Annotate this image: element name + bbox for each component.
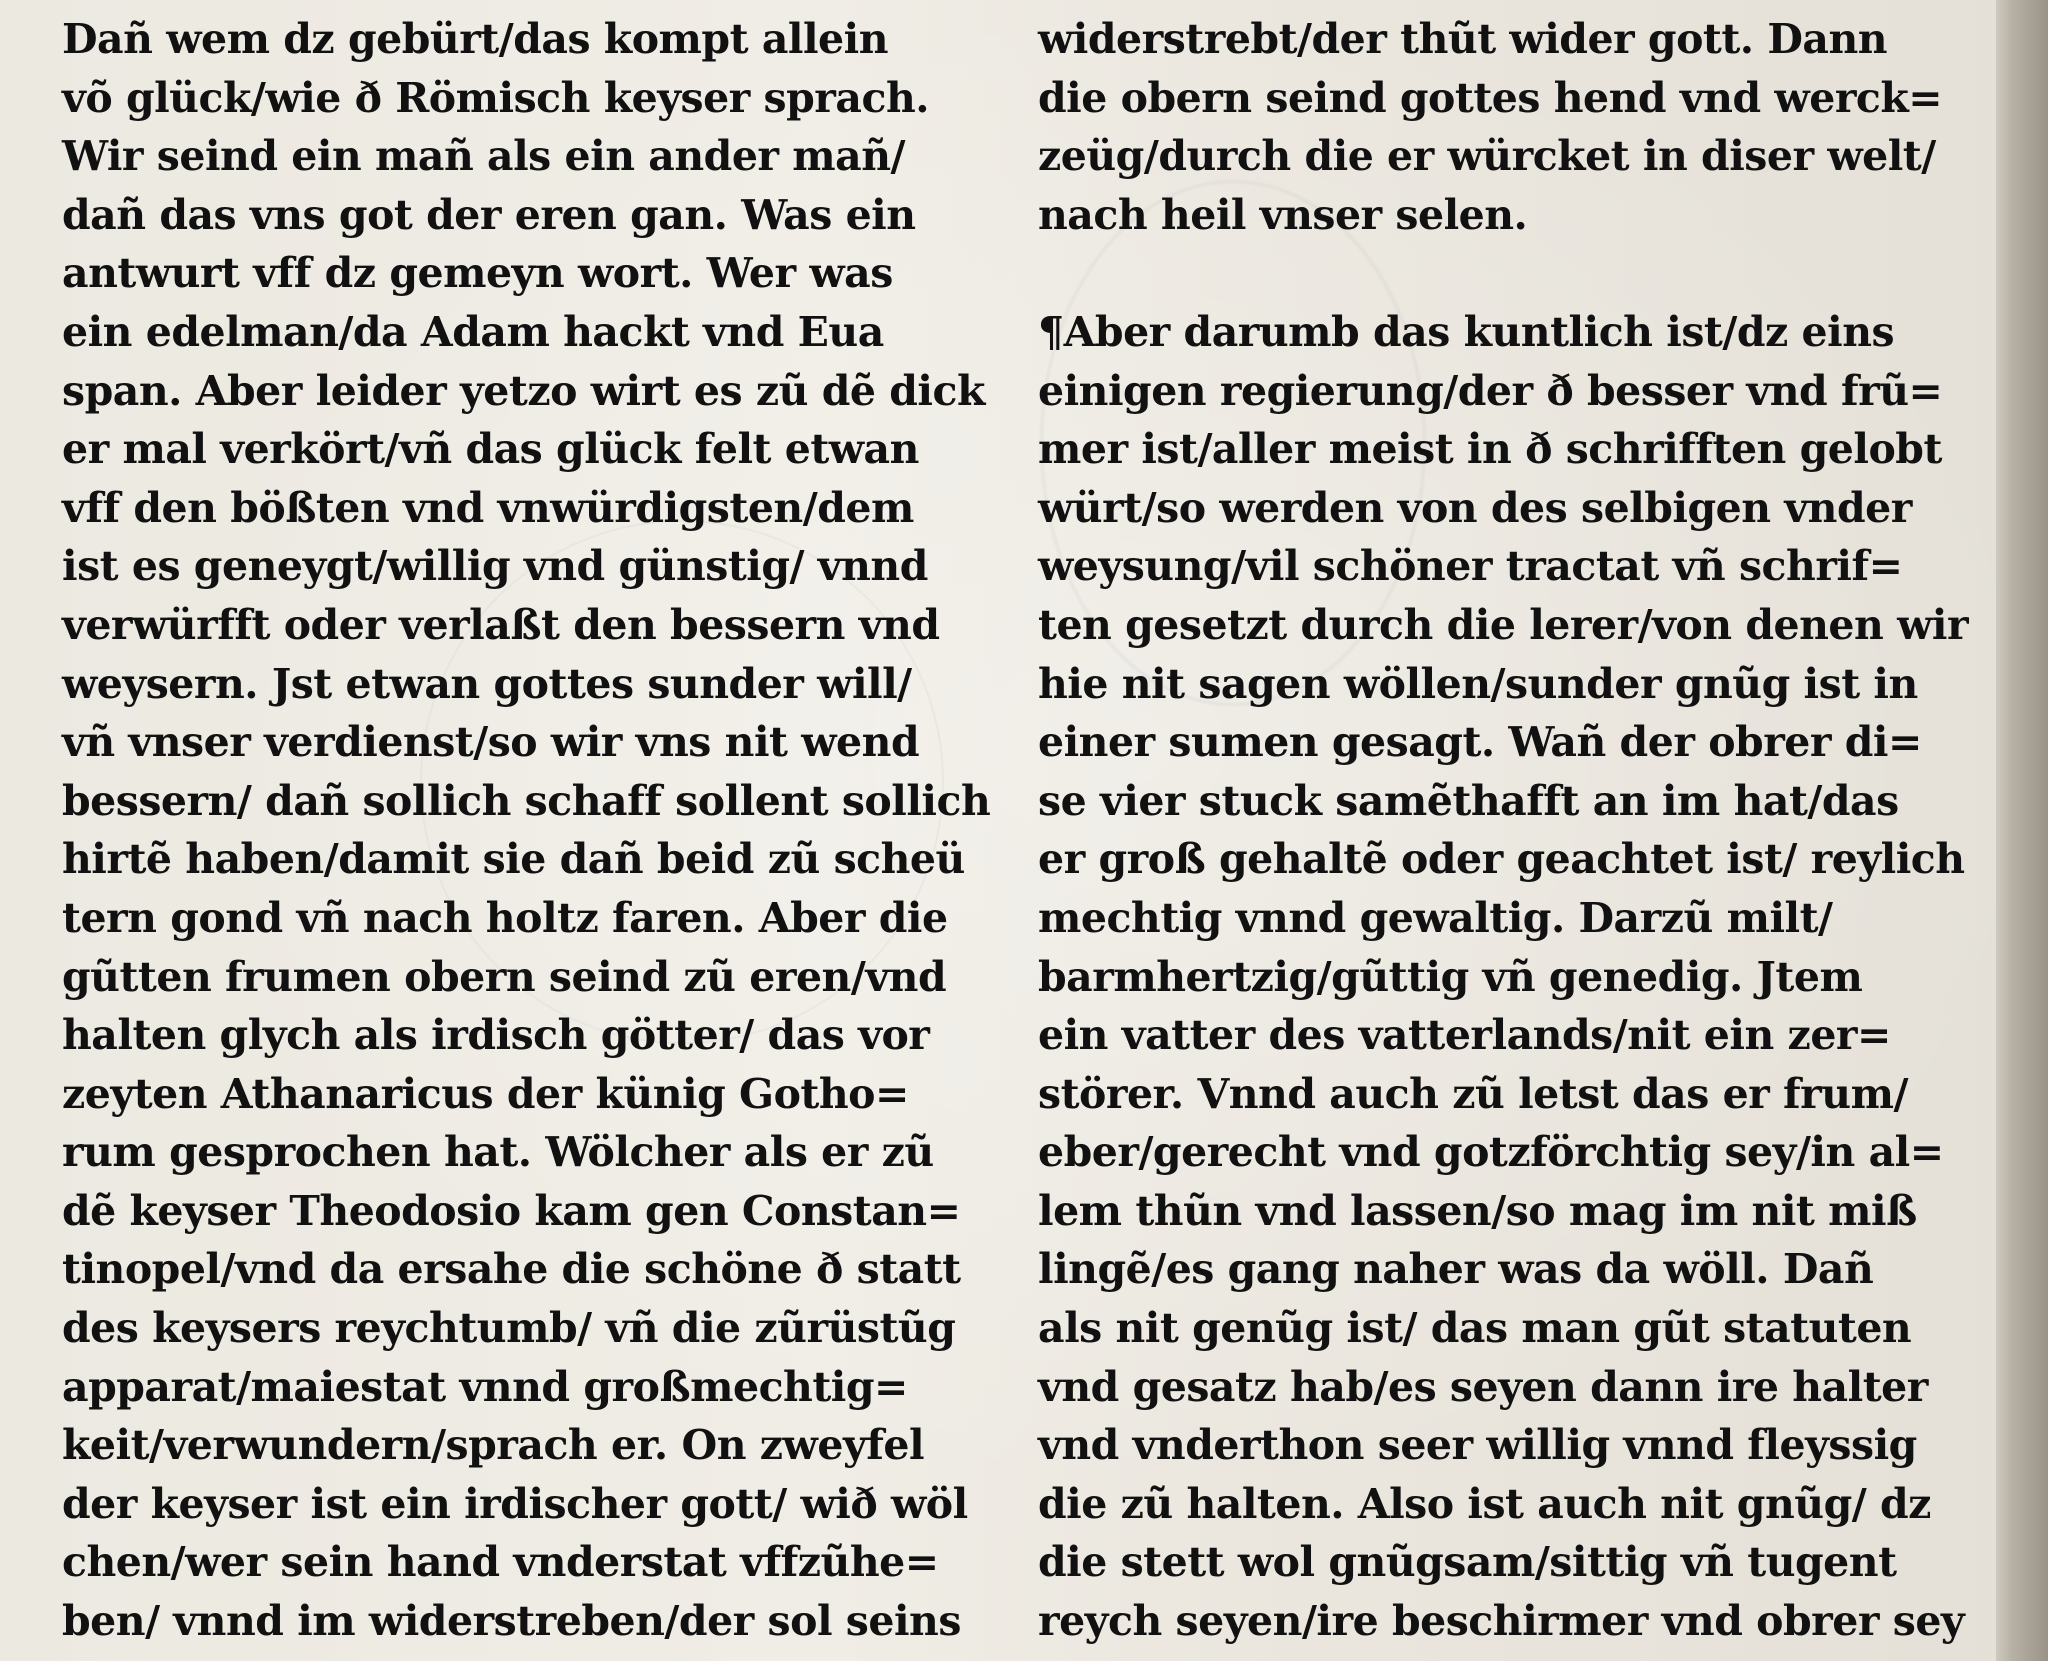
page-edge-shadow (1996, 0, 2048, 1661)
text-line: der keyser ist ein irdischer gott/ wið wöl (62, 1479, 968, 1528)
text-line: gũtten frumen obern seind zũ eren/vnd (62, 952, 947, 1001)
text-line: ¶Aber darumb das kuntlich ist/dz eins (1038, 307, 1895, 356)
text-line: Dañ wem dz gebürt/das kompt allein (62, 15, 889, 63)
text-line: barmhertzig/gũttig vñ genedig. Jtem (1038, 952, 1863, 1001)
text-line: chen/wer sein hand vnderstat vffzũhe= (62, 1538, 939, 1587)
text-line: span. Aber leider yetzo wirt es zũ dẽ dick (62, 366, 985, 415)
text-line: tern gond vñ nach holtz faren. Aber die (62, 893, 948, 942)
text-line: nach heil vnser selen. (1038, 190, 1528, 239)
text-line: eber/gerecht vnd gotzförchtig sey/in al= (1038, 1128, 1944, 1177)
text-line: vnd vnderthon seer willig vnnd fleyssig (1038, 1421, 1917, 1470)
text-line: einer sumen gesagt. Wañ der obrer di= (1038, 718, 1922, 767)
text-line: dẽ keyser Theodosio kam gen Constan= (62, 1186, 961, 1235)
text-line: dañ das vns got der eren gan. Was ein (62, 190, 916, 239)
text-line: Wir seind ein mañ als ein ander mañ/ (62, 132, 906, 181)
text-line: bessern/ dañ sollich schaff sollent sollich (62, 776, 991, 825)
text-line: die zũ halten. Also ist auch nit gnũg/ dz (1038, 1479, 1931, 1528)
text-line: er mal verkört/vñ das glück felt etwan (62, 425, 919, 474)
text-line: zeyten Athanaricus der künig Gotho= (62, 1069, 909, 1118)
text-line: tinopel/vnd da ersahe die schöne ð statt (62, 1245, 961, 1294)
text-line: vnd gesatz hab/es seyen dann ire halter (1038, 1362, 1928, 1411)
text-line: rum gesprochen hat. Wölcher als er zũ (62, 1128, 934, 1177)
text-line: apparat/maiestat vnnd großmechtig= (62, 1362, 908, 1411)
text-line: ten gesetzt durch die lerer/von denen wir (1038, 600, 1969, 649)
text-line: ben/ vnnd im widerstreben/der sol seins (62, 1597, 961, 1646)
text-line: hie nit sagen wöllen/sunder gnũg ist in (1038, 659, 1918, 708)
text-line: keit/verwundern/sprach er. On zweyfel (62, 1421, 925, 1470)
text-line: ein vatter des vatterlands/nit ein zer= (1038, 1011, 1891, 1060)
text-line: ein edelman/da Adam hackt vnd Eua (62, 307, 884, 356)
text-line: widerstrebt/der thũt wider gott. Dann (1038, 15, 1888, 63)
text-line: des keysers reychtumb/ vñ die zũrüstũg (62, 1304, 956, 1353)
text-line: lem thũn vnd lassen/so mag im nit miß (1038, 1186, 1917, 1235)
text-line: er groß gehaltẽ oder geachtet ist/ reylich (1038, 835, 1965, 884)
text-line: zeüg/durch die er würcket in diser welt/ (1038, 132, 1936, 181)
text-line: se vier stuck samẽthafft an im hat/das (1038, 776, 1899, 825)
text-line: ist es geneygt/willig vnd günstig/ vnnd (62, 542, 928, 591)
text-line: antwurt vff dz gemeyn wort. Wer was (62, 249, 893, 298)
text-line: halten glych als irdisch götter/ das vor (62, 1011, 930, 1060)
text-line: mer ist/aller meist in ð schrifften gelobt (1038, 425, 1942, 474)
left-text-column (62, 10, 1002, 1651)
right-text-column (1038, 10, 1969, 1651)
text-line: die obern seind gottes hend vnd werck= (1038, 73, 1943, 122)
text-line: võ glück/wie ð Römisch keyser sprach. (62, 73, 930, 122)
text-line: verwürfft oder verlaßt den bessern vnd (62, 600, 940, 649)
text-line: mechtig vnnd gewaltig. Darzũ milt/ (1038, 893, 1833, 942)
paragraph-gap (1038, 244, 1963, 303)
text-line: hirtẽ haben/damit sie dañ beid zũ scheü (62, 835, 965, 884)
text-line: störer. Vnnd auch zũ letst das er frum/ (1038, 1069, 1908, 1118)
text-line: würt/so werden von des selbigen vnder (1038, 483, 1912, 532)
text-line: einigen regierung/der ð besser vnd frũ= (1038, 366, 1943, 415)
text-line: die stett wol gnũgsam/sittig vñ tugent (1038, 1538, 1897, 1587)
text-line: lingẽ/es gang naher was da wöll. Dañ (1038, 1245, 1874, 1294)
text-line: reych seyen/ire beschirmer vnd obrer sey (1038, 1597, 1965, 1646)
text-line: vff den bößten vnd vnwürdigsten/dem (62, 483, 914, 532)
text-line: vñ vnser verdienst/so wir vns nit wend (62, 718, 920, 767)
text-line: als nit genũg ist/ das man gũt statuten (1038, 1304, 1912, 1353)
text-line: weysern. Jst etwan gottes sunder will/ (62, 659, 912, 708)
text-line: weysung/vil schöner tractat vñ schrif= (1038, 542, 1903, 591)
